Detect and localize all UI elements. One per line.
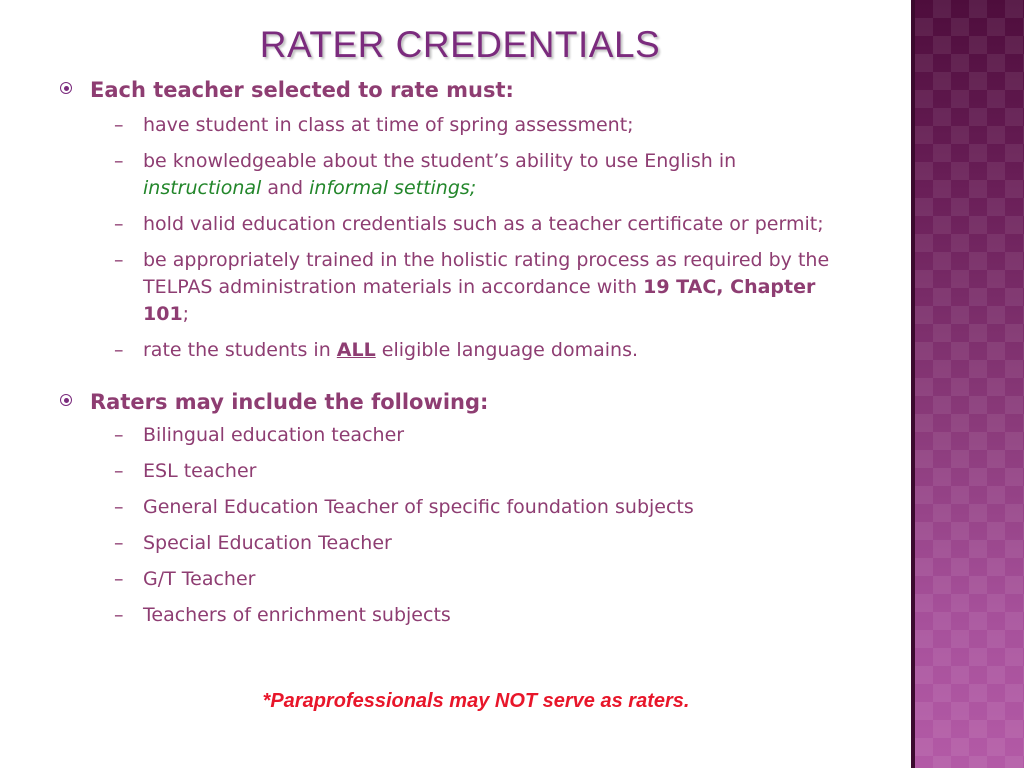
sub-bullet: [60, 530, 860, 557]
sub-bullet-text: ESL teacher: [143, 460, 257, 482]
dash-icon: –: [114, 496, 124, 518]
sub-bullet: [60, 112, 860, 139]
dash-icon: –: [114, 339, 124, 361]
emphasis-text: instructional: [143, 177, 262, 199]
sub-bullet-text: Special Education Teacher: [143, 532, 392, 554]
side-decor-edge: [911, 0, 915, 768]
sub-bullet-text: Bilingual education teacher: [143, 424, 405, 446]
sub-bullet-text: Teachers of enrichment subjects: [143, 604, 451, 626]
heading-text: Raters may include the following:: [90, 390, 489, 414]
dash-icon: –: [114, 213, 124, 235]
sub-bullet-text: General Education Teacher of specific foundation subjects: [143, 496, 694, 518]
sub-bullet: [60, 566, 860, 593]
bold-underlined-text: ALL: [336, 339, 376, 361]
sub-bullet: [60, 337, 860, 364]
sub-bullet-text: rate the students in: [143, 339, 337, 361]
sub-bullet-text: eligible language domains.: [375, 339, 639, 361]
sub-bullet-text: be appropriately trained in the holistic rating process as required by the TELPAS administration materials in accordance with: [143, 249, 830, 298]
sub-bullet-text: G/T Teacher: [143, 568, 256, 590]
sub-bullet-text: hold valid education credentials such as a teacher certificate or permit;: [143, 213, 824, 235]
sub-bullet: [60, 494, 860, 521]
paraprofessional-note: *Paraprofessionals may NOT serve as raters.: [262, 690, 690, 712]
sub-bullet-text: have student in class at time of spring assessment;: [143, 114, 634, 136]
dash-icon: –: [114, 150, 124, 172]
heading-text: Each teacher selected to rate must:: [90, 78, 514, 102]
sub-bullet-text: ;: [182, 303, 190, 325]
emphasis-text: informal settings;: [309, 177, 477, 199]
dash-icon: –: [114, 249, 124, 271]
sub-bullet: [60, 458, 860, 485]
dash-icon: –: [114, 532, 124, 554]
bullet-heading-2: [60, 386, 860, 418]
sub-bullet: [60, 211, 860, 238]
bullet-heading-1: [60, 74, 860, 106]
circle-bullet-icon: [60, 82, 72, 94]
sub-bullet-text: be knowledgeable about the student’s ability to use English in: [143, 150, 737, 172]
sub-bullet-text: and: [261, 177, 310, 199]
sub-bullet: [60, 247, 860, 328]
dash-icon: –: [114, 424, 124, 446]
dash-icon: –: [114, 568, 124, 590]
dash-icon: –: [114, 460, 124, 482]
dash-icon: –: [114, 604, 124, 626]
slide-body: [60, 74, 860, 629]
bold-text: 19 TAC, Chapter 101: [143, 276, 816, 325]
sub-bullet: [60, 422, 860, 449]
circle-bullet-icon: [60, 394, 72, 406]
sub-bullet: [60, 148, 860, 202]
dash-icon: –: [114, 114, 124, 136]
sub-bullet: [60, 602, 860, 629]
slide-title: RATER CREDENTIALS: [259, 24, 661, 65]
side-decor-pattern: [915, 0, 1024, 768]
